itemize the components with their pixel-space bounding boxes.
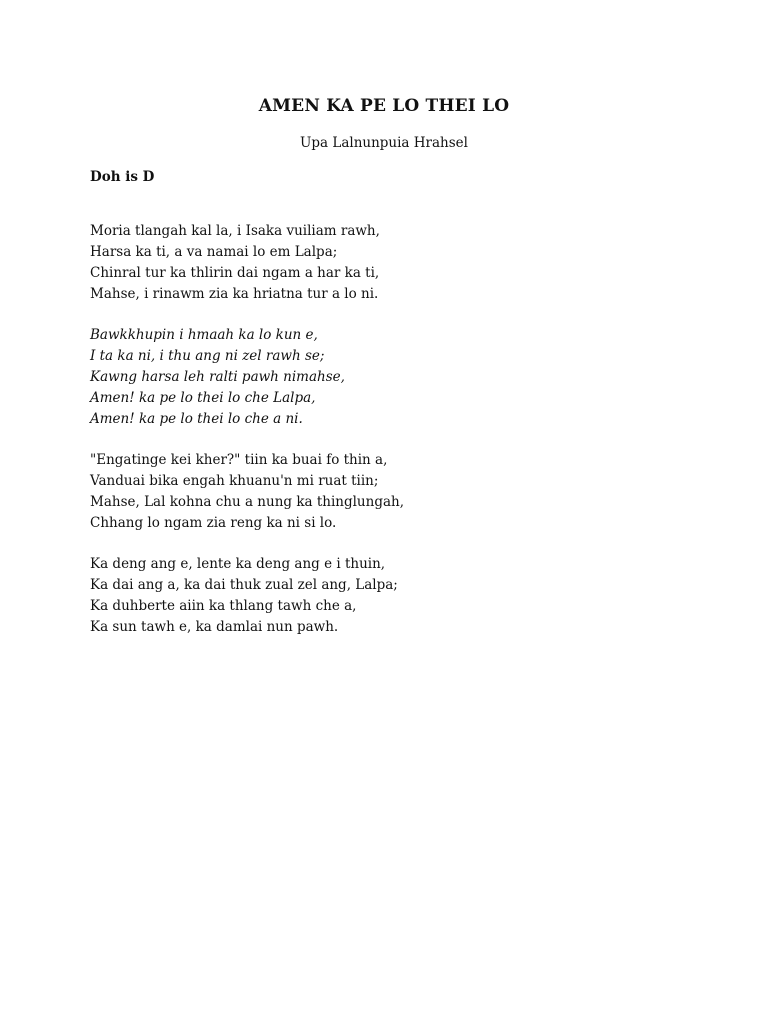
chorus (90, 325, 345, 430)
chorus-line-4: Amen! ka pe lo thei lo che Lalpa, (90, 390, 316, 406)
verse-2-line-4: Chhang lo ngam zia reng ka ni si lo. (90, 515, 337, 531)
verse-1-line-3: Chinral tur ka thlirin dai ngam a har ka ti, (90, 265, 380, 281)
song-key: Doh is D (90, 169, 155, 185)
verse-3-line-2: Ka dai ang a, ka dai thuk zual zel ang, Lalpa; (90, 577, 398, 593)
chorus-line-5: Amen! ka pe lo thei lo che a ni. (90, 411, 303, 427)
verse-3-line-4: Ka sun tawh e, ka damlai nun pawh. (90, 619, 339, 635)
verse-2-line-1: "Engatinge kei kher?" tiin ka buai fo thin a, (90, 452, 388, 468)
verse-3-line-1: Ka deng ang e, lente ka deng ang e i thuin, (90, 556, 386, 572)
chorus-line-3: Kawng harsa leh ralti pawh nimahse, (90, 369, 345, 385)
verse-1-line-4: Mahse, i rinawm zia ka hriatna tur a lo ni. (90, 286, 379, 302)
chorus-line-1: Bawkkhupin i hmaah ka lo kun e, (90, 327, 318, 343)
song-title: AMEN KA PE LO THEI LO (258, 96, 510, 116)
verse-1-line-1: Moria tlangah kal la, i Isaka vuiliam rawh, (90, 223, 380, 239)
verse-1 (90, 221, 380, 305)
verse-2-line-3: Mahse, Lal kohna chu a nung ka thinglungah, (90, 494, 405, 510)
chorus-line-2: I ta ka ni, i thu ang ni zel rawh se; (90, 348, 325, 364)
verse-3-line-3: Ka duhberte aiin ka thlang tawh che a, (90, 598, 357, 614)
song-author: Upa Lalnunpuia Hrahsel (300, 135, 468, 151)
verse-2 (90, 450, 404, 534)
verse-3 (90, 554, 398, 638)
verse-1-line-2: Harsa ka ti, a va namai lo em Lalpa; (90, 244, 338, 260)
verse-2-line-2: Vanduai bika engah khuanu'n mi ruat tiin; (90, 473, 379, 489)
